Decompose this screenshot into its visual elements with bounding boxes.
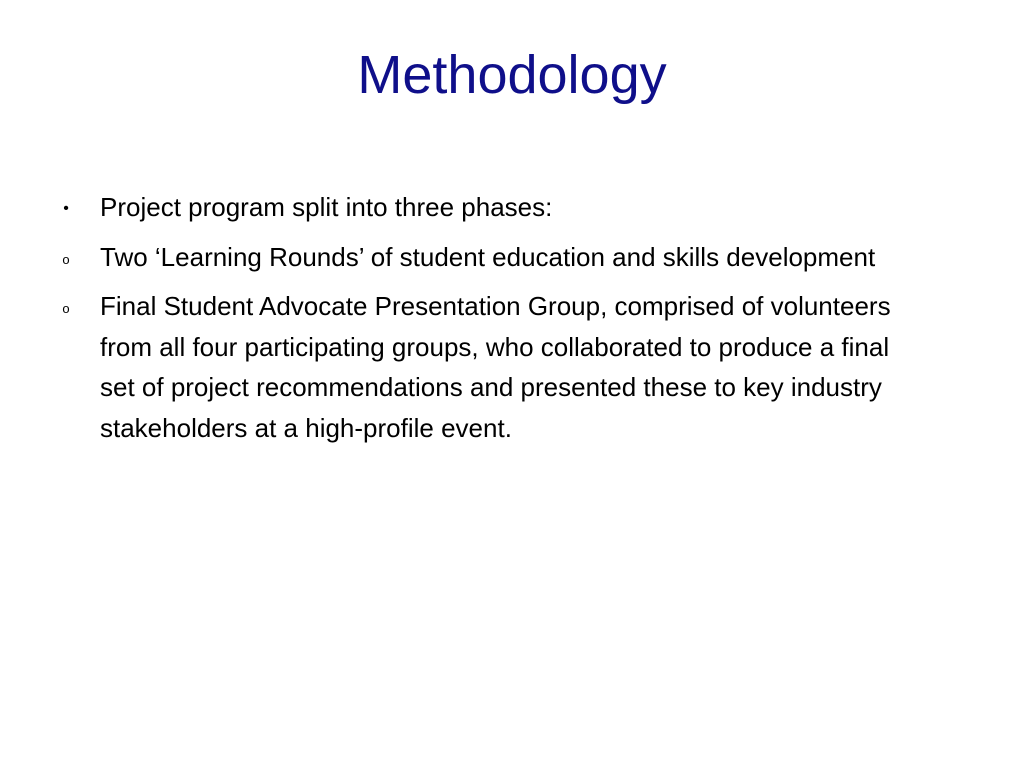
sub-bullet-marker: o	[62, 301, 70, 316]
slide-title: Methodology	[357, 45, 667, 105]
bullet-text: Two ‘Learning Rounds’ of student education and skills development	[100, 241, 876, 272]
bullet-item-2	[0, 237, 1024, 278]
bullet-list	[0, 187, 1024, 457]
bullet-text: Project program split into three phases:	[100, 192, 553, 222]
bullet-item-3	[0, 286, 1024, 448]
bullet-marker: •	[63, 200, 69, 217]
sub-bullet-marker: o	[62, 251, 70, 267]
bullet-text: Final Student Advocate Presentation Group, comprised of volunteers from all four participating groups, who collaborated to produce a final set of project recommendations and presented these to key industry stakeholders at a high-profile event.	[100, 291, 891, 443]
bullet-item-1	[0, 187, 1024, 228]
